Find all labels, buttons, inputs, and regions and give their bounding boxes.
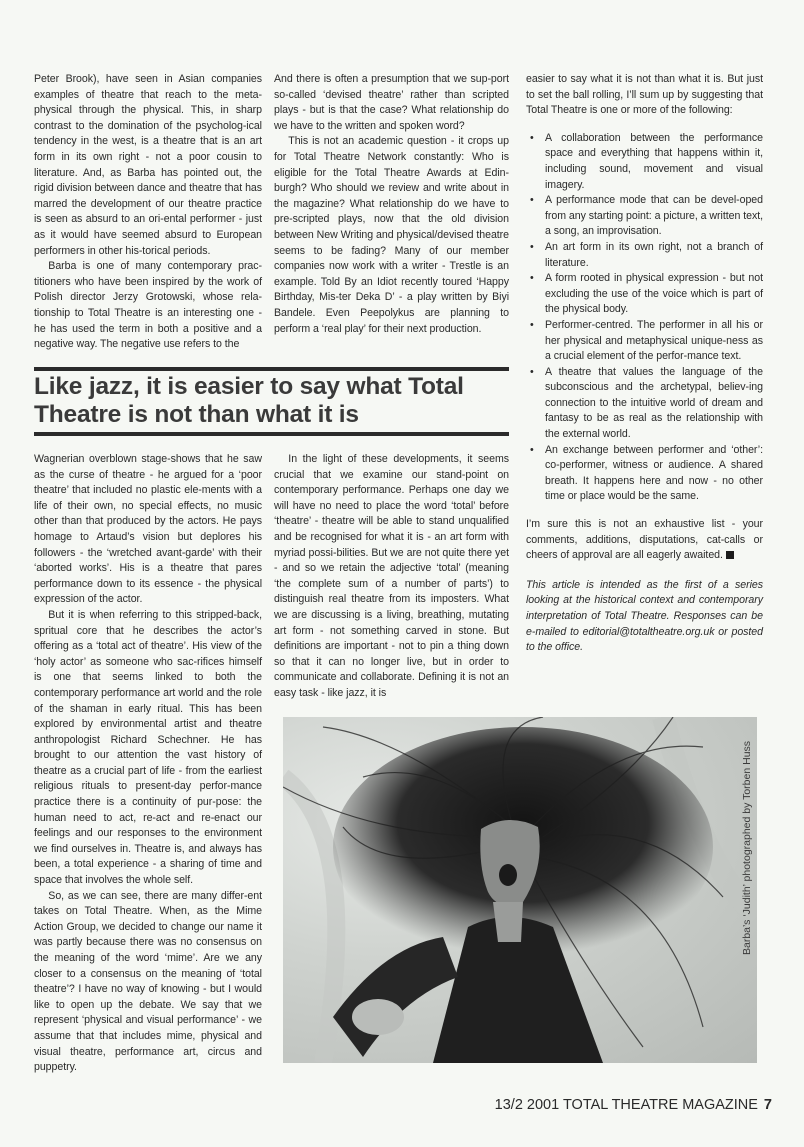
end-mark-icon — [726, 551, 734, 559]
bullet-icon: • — [530, 443, 534, 456]
definition-list — [526, 131, 763, 505]
list-item: • A collaboration between the performance space and everything that happens within it, including sound, movement and visual imagery. — [530, 131, 763, 191]
article-column-1-top — [34, 72, 262, 353]
paragraph: But it is when referring to this stripped-back, spritual core that he describes the actor’s offering as a ‘total act of theatre’. His view of the ‘holy actor’ as someone who sac-rifices himself is one that seems linked to both the contemporary performance art world and the role of the shaman in early ritual. This has been explored by environmental artist and theatre anthropologist Richard Schechner. He has brought to our attention the vast history of theatre as a crucial part of life - from the earliest religious rituals to present-day perfor-mance practice there is a continuity of pur-pose: the human need to act, re-act and re-enact our feelings and our responses to the environment we find ourselves in. Theatre is, and always has been, a total experience - a sharing of time and space that involves the whole self. — [34, 608, 262, 887]
bullet-icon: • — [530, 318, 534, 331]
article-column-1-bottom — [34, 452, 262, 1076]
paragraph: So, as we can see, there are many differ-ent takes on Total Theatre. When, as the Mime Action Group, we decided to change our name it was partly because there was no consensus on the meaning of the word ‘mime’. Are we any closer to a consensus on the meaning of ‘total theatre’? I have no way of knowing - but I would like to open up the debate. We say that we represent ‘physical and visual performance’ - we assume that that includes mime, physical and visual theatre, performance art, circus and puppetry. — [34, 889, 262, 1074]
list-item: • A theatre that values the language of the subconscious and the archetypal, believ-ing connection to the intuitive world of dream and fantasy to be as real as the relationship with the external world. — [530, 365, 763, 441]
photo-illustration — [283, 717, 757, 1063]
page-footer — [495, 1097, 772, 1113]
performance-photo — [283, 717, 757, 1063]
bullet-icon: • — [530, 365, 534, 378]
editorial-note: This article is intended as the first of a series looking at the historical context and contemporary interpretation of Total Theatre. Responses can be e-mailed to editorial@totaltheatre.org.uk or posted to the office. — [526, 578, 763, 654]
paragraph: In the light of these developments, it seems crucial that we examine our stand-point on contemporary performance. Perhaps one day we will have no need to place the word ‘total’ before ‘theatre’ - theatre will be able to stand unqualified and be recognised for what it is - an art form with myriad possi-bilities. But we are not quite there yet - and so we retain the adjective ‘total’ (meaning ‘the complete sum of a number of parts’) to distinguish real theatre from its imposters. What we are discussing is a living, breathing, mutating art form - not something carved in stone. But definitions are important - not to pin a thing down so that it can no longer live, but in order to communicate and collaborate. Defining it is not an easy task - like jazz, it is — [274, 453, 509, 699]
headline-rule-top — [34, 367, 509, 371]
list-item: • A form rooted in physical expression - but not excluding the use of the voice which is part of the physical body. — [530, 272, 763, 316]
bullet-icon: • — [530, 272, 534, 285]
paragraph: Wagnerian overblown stage-shows that he saw as the curse of theatre - he argued for a ‘poor theatre’ that included no plastic ele-ments with a life of their own, no special effects, no music other than that produced by the actors. He pays homage to Artaud’s vision but deplores his followers - the ‘wretched avant-garde’ with their ‘aborted works’. His is a theatre that pares performance down to its essence - the physical expression of the actor. — [34, 453, 262, 606]
list-item: • An art form in its own right, not a branch of literature. — [530, 240, 763, 269]
list-item: • An exchange between performer and ‘other’: co-performer, witness or audience. A shared breath. It happens here and now - no other time or place would be the same. — [530, 443, 763, 503]
issue-info: 13/2 2001 TOTAL THEATRE MAGAZINE — [494, 1097, 758, 1113]
bullet-icon: • — [530, 131, 534, 144]
list-item: • A performance mode that can be devel-oped from any starting point: a picture, a written text, a song, an improvisation. — [530, 194, 763, 238]
bullet-icon: • — [530, 194, 534, 207]
page-number: 7 — [763, 1097, 772, 1113]
headline-rule-bottom — [34, 432, 509, 436]
paragraph: This is not an academic question - it crops up for Total Theatre Network constantly: Who is eligible for the Total Theatre Awards at Edin-burgh? Who should we review and write about in the magazine? What relationship do we have to pre-scripted plays, now that the old division between New Writing and physical/devised theatre seems to be fading? Many of our member companies now work with a writer - Trestle is an example. Told By an Idiot recently toured ‘Happy Birthday, Mis-ter Deka D’ - a play written by Biyi Bandele. Even Peepolykus are planning to perform a ‘real play’ for their next production. — [274, 135, 509, 335]
photo-credit: Barba’s ‘Judith’ photographed by Torben Huss — [741, 740, 753, 955]
paragraph: And there is often a presumption that we sup-port so-called ‘devised theatre’ rather than scripted plays - but is that the case? What relationship do we have to the written and spoken word? — [274, 73, 509, 132]
pull-headline: Like jazz, it is easier to say what Total Theatre is not than what it is — [34, 373, 464, 428]
paragraph: Barba is one of many contemporary prac-titioners who have been inspired by the work of Polish director Jerzy Grotowski, whose rela-tionship to Total Theatre is an interesting one - he has used the term in both a positive and a negative way. The negative use refers to the — [34, 260, 262, 351]
article-column-3 — [526, 72, 763, 656]
closing-paragraph: I’m sure this is not an exhaustive list - your comments, additions, disputations, cat-calls or cheers of approval are all eagerly awaited. — [526, 518, 763, 562]
article-column-2-top — [274, 72, 509, 337]
list-item: • Performer-centred. The performer in all his or her physical and metaphysical unique-ness as a crucial element of the perfor-mance text. — [530, 318, 763, 363]
article-column-2-bottom — [274, 452, 509, 702]
paragraph: Peter Brook), have seen in Asian companies examples of theatre that reach to the meta-physical through the physical. This, in sharp contrast to the domination of the psycholog-ical tendency in the west, is a theatre that is an art form in its own right - not a poor cousin to literature. And, as Barba has pointed out, the rigid division between dance and theatre that has marred the development of our theatre practice is seen as absurd to an ori-ental performer - just as it would have seemed absurd to European performers in other his-torical periods. — [34, 73, 262, 257]
paragraph-intro: easier to say what it is not than what it is. But just to set the ball rolling, I’ll sum up by suggesting that Total Theatre is one or more of the following: — [526, 73, 763, 117]
bullet-icon: • — [530, 240, 534, 253]
